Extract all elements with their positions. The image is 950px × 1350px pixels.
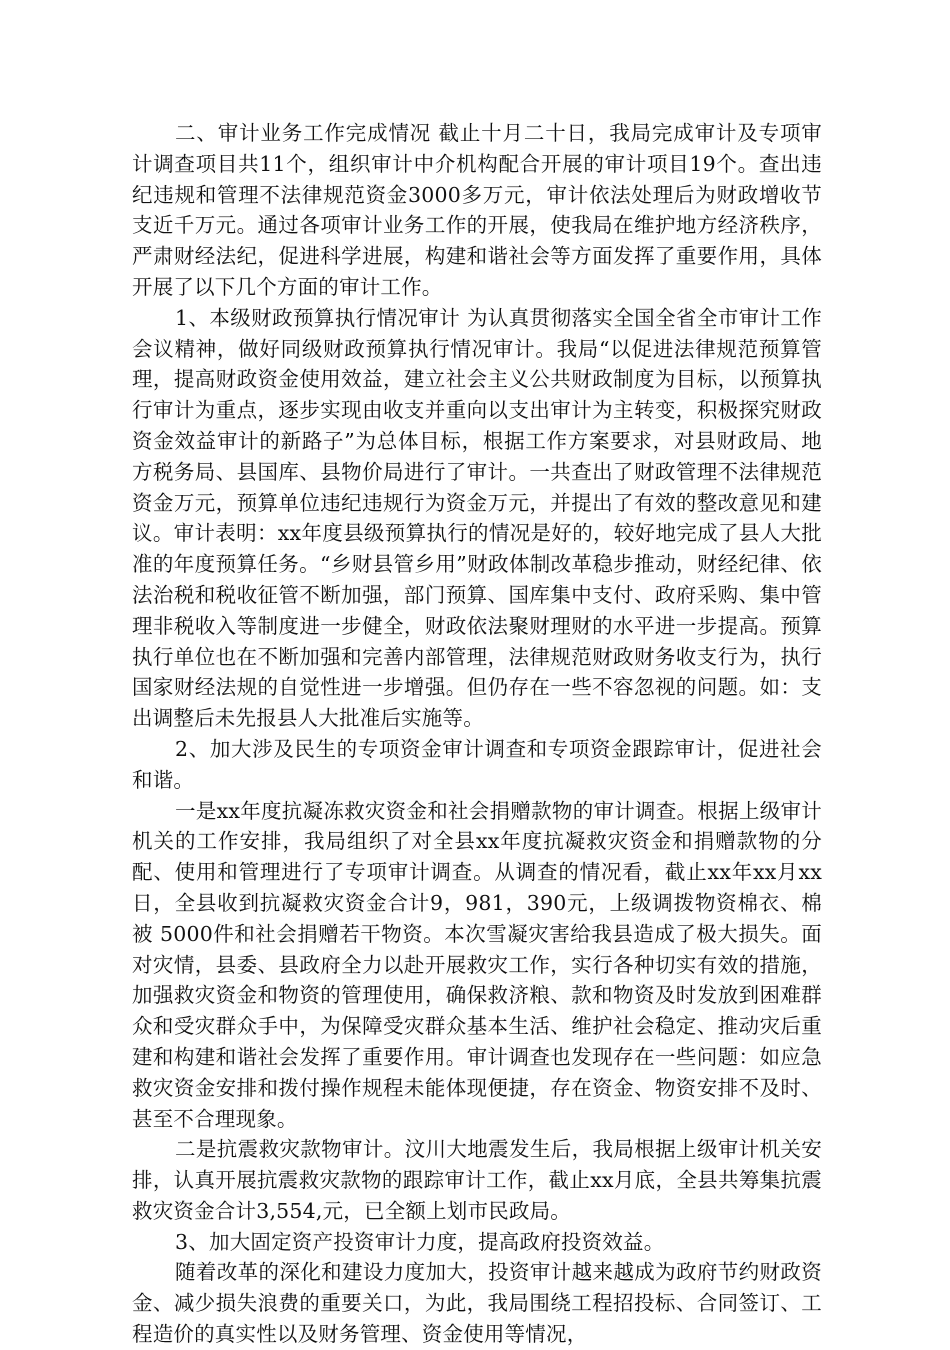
paragraph-freeze-relief-audit: 一是xx年度抗凝冻救灾资金和社会捐赠款物的审计调查。根据上级审计机关的工作安排，我局组织了对全县xx年度抗凝救灾资金和捐赠款物的分配、使用和管理进行了专项审计调查。从调查的情况看，截止xx年xx月xx日，全县收到抗凝救灾资金合计9，981，390元，上级调拨物资棉衣、棉被 5000件和社会捐赠若干物资。本次雪凝灾害给我县造成了极大损失。面对灾情，县委、县政府全力以赴开展救灾工作，实行各种切实有效的措施，加强救灾资金和物资的管理使用，确保救济粮、款和物资及时发放到困难群众和受灾群众手中，为保障受灾群众基本生活、维护社会稳定、推动灾后重建和构建和谐社会发挥了重要作用。审计调查也发现存在一些问题：如应急救灾资金安排和拨付操作规程未能体现便捷，存在资金、物资安排不及时、甚至不合理现象。 [132,798,822,1131]
document-body [132,118,822,1350]
paragraph-audit-overview: 二、审计业务工作完成情况 截止十月二十日，我局完成审计及专项审计调查项目共11个，组织审计中介机构配合开展的审计项目19个。查出违纪违规和管理不法律规范资金3000多万元，审计依法处理后为财政增收节支近千万元。通过各项审计业务工作的开展，使我局在维护地方经济秩序，严肃财经法纪，促进科学进展，构建和谐社会等方面发挥了重要作用，具体开展了以下几个方面的审计工作。 [132,121,822,299]
paragraph-budget-audit: 1、本级财政预算执行情况审计 为认真贯彻落实全国全省全市审计工作会议精神，做好同级财政预算执行情况审计。我局“以促进法律规范预算管理，提高财政资金使用效益，建立社会主义公共财政制度为目标，以预算执行审计为重点，逐步实现由收支并重向以支出审计为主转变，积极探究财政资金效益审计的新路子”为总体目标，根据工作方案要求，对县财政局、地方税务局、县国库、县物价局进行了审计。一共查出了财政管理不法律规范资金万元，预算单位违纪违规行为资金万元，并提出了有效的整改意见和建议。审计表明：xx年度县级预算执行的情况是好的，较好地完成了县人大批准的年度预算任务。“乡财县管乡用”财政体制改革稳步推动，财经纪律、依法治税和税收征管不断加强，部门预算、国库集中支付、政府采购、集中管理非税收入等制度进一步健全，财政依法聚财理财的水平进一步提高。预算执行单位也在不断加强和完善内部管理，法律规范财政财务收支行为，执行国家财经法规的自觉性进一步增强。但仍存在一些不容忽视的问题。如：支出调整后未先报县人大批准后实施等。 [132,305,822,731]
paragraph-investment-heading: 3、加大固定资产投资审计力度，提高政府投资效益。 [175,1229,665,1254]
paragraph-investment-audit: 随着改革的深化和建设力度加大，投资审计越来越成为政府节约财政资金、减少损失浪费的重要关口，为此，我局围绕工程招投标、合同签订、工程造价的真实性以及财务管理、资金使用等情况， [132,1260,822,1347]
paragraph-earthquake-relief-audit: 二是抗震救灾款物审计。汶川大地震发生后，我局根据上级审计机关安排，认真开展抗震救灾款物的跟踪审计工作，截止xx月底，全县共筹集抗震救灾资金合计3,554,元，已全额上划市民政局。 [132,1137,822,1223]
paragraph-special-funds-heading: 2、加大涉及民生的专项资金审计调查和专项资金跟踪审计，促进社会和谐。 [132,736,822,792]
